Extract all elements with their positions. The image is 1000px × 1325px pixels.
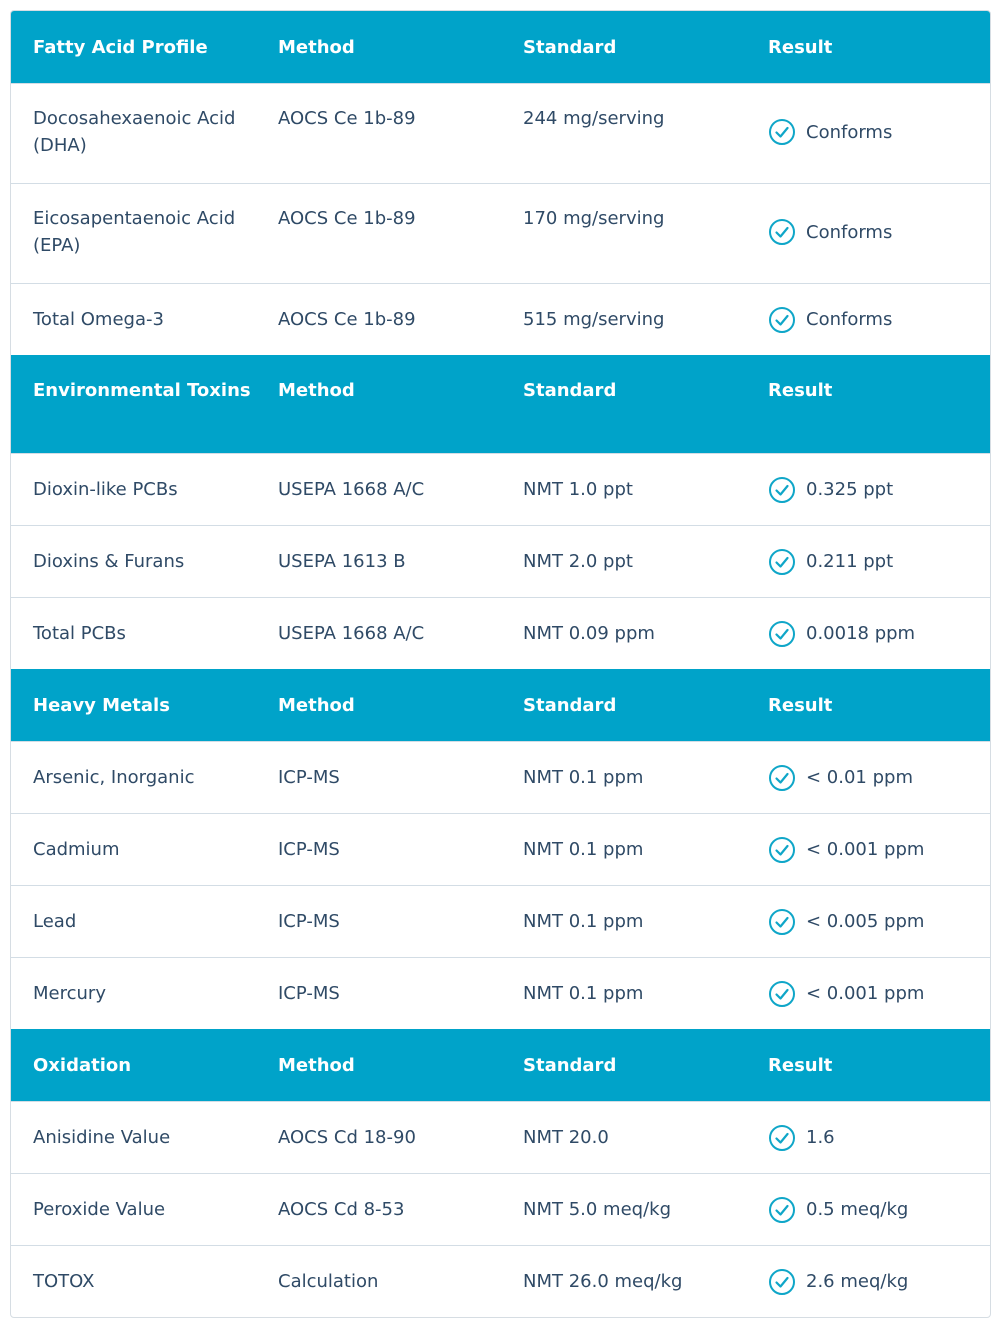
result-value: < 0.01 ppm <box>806 767 913 788</box>
result-cell <box>746 1196 970 1224</box>
check-circle-icon <box>768 908 796 936</box>
standard-column-header: Standard <box>523 1054 617 1076</box>
analyte-name: Mercury <box>33 983 106 1004</box>
result-cell <box>746 1268 970 1296</box>
table-row <box>11 597 990 669</box>
analyte-name: Lead <box>33 911 77 932</box>
table-row <box>11 957 990 1029</box>
standard-value: NMT 20.0 <box>523 1127 609 1148</box>
analyte-name: Total Omega-3 <box>33 309 164 330</box>
method-value: USEPA 1668 A/C <box>278 623 425 644</box>
standard-value: NMT 0.09 ppm <box>523 623 655 644</box>
result-column-header: Result <box>768 380 833 401</box>
result-value: < 0.001 ppm <box>806 983 925 1004</box>
result-value: Conforms <box>806 121 893 143</box>
analyte-name: Total PCBs <box>33 623 126 644</box>
check-circle-icon <box>768 764 796 792</box>
result-column-header: Result <box>768 1054 833 1076</box>
result-cell <box>746 764 970 792</box>
result-cell <box>746 476 970 504</box>
table-row <box>11 813 990 885</box>
result-value: < 0.005 ppm <box>806 911 925 932</box>
method-column-header: Method <box>278 694 355 716</box>
table-row <box>11 741 990 813</box>
result-value: < 0.001 ppm <box>806 839 925 860</box>
section-header-heavy-metals <box>11 669 990 741</box>
method-value: AOCS Cd 8-53 <box>278 1199 405 1220</box>
table-row <box>11 885 990 957</box>
method-value: AOCS Ce 1b-89 <box>278 108 416 129</box>
method-column-header: Method <box>278 1054 355 1076</box>
check-circle-icon <box>768 620 796 648</box>
result-cell <box>746 306 970 334</box>
result-column-header: Result <box>768 694 833 716</box>
result-value: 0.0018 ppm <box>806 623 916 644</box>
method-value: ICP-MS <box>278 911 340 932</box>
section-header-oxidation <box>11 1029 990 1101</box>
result-cell <box>746 184 970 246</box>
standard-value: NMT 26.0 meq/kg <box>523 1271 683 1292</box>
result-cell <box>746 548 970 576</box>
result-value: 1.6 <box>806 1127 835 1148</box>
method-value: AOCS Ce 1b-89 <box>278 208 416 229</box>
check-circle-icon <box>768 306 796 334</box>
section-title: Environmental Toxins <box>33 380 251 401</box>
standard-column-header: Standard <box>523 36 617 58</box>
method-value: ICP-MS <box>278 983 340 1004</box>
result-cell <box>746 908 970 936</box>
result-cell <box>746 84 970 146</box>
method-value: USEPA 1613 B <box>278 551 406 572</box>
analyte-name: Dioxin-like PCBs <box>33 479 178 500</box>
table-row <box>11 183 990 283</box>
table-row <box>11 1245 990 1317</box>
test-results-table <box>10 10 991 1318</box>
section-title: Heavy Metals <box>33 694 170 716</box>
method-value: AOCS Ce 1b-89 <box>278 309 416 330</box>
table-row <box>11 283 990 355</box>
check-circle-icon <box>768 118 796 146</box>
check-circle-icon <box>768 1268 796 1296</box>
analyte-name: Arsenic, Inorganic <box>33 767 195 788</box>
standard-value: NMT 2.0 ppt <box>523 551 633 572</box>
result-cell <box>746 980 970 1008</box>
section-title: Fatty Acid Profile <box>33 36 208 58</box>
result-value: Conforms <box>806 309 893 330</box>
method-value: ICP-MS <box>278 767 340 788</box>
table-row <box>11 83 990 183</box>
result-cell <box>746 1124 970 1152</box>
check-circle-icon <box>768 980 796 1008</box>
result-value: Conforms <box>806 221 893 243</box>
method-column-header: Method <box>278 380 355 401</box>
analyte-name: Peroxide Value <box>33 1199 166 1220</box>
standard-value: 244 mg/serving <box>523 108 665 129</box>
standard-value: NMT 0.1 ppm <box>523 983 644 1004</box>
analyte-name: Cadmium <box>33 839 120 860</box>
table-row <box>11 1101 990 1173</box>
analyte-name: Eicosapentaenoic Acid (EPA) <box>33 208 236 256</box>
standard-value: 515 mg/serving <box>523 309 665 330</box>
check-circle-icon <box>768 548 796 576</box>
standard-column-header: Standard <box>523 380 617 401</box>
result-value: 0.5 meq/kg <box>806 1199 909 1220</box>
check-circle-icon <box>768 218 796 246</box>
standard-value: NMT 0.1 ppm <box>523 767 644 788</box>
method-value: USEPA 1668 A/C <box>278 479 425 500</box>
standard-value: NMT 1.0 ppt <box>523 479 633 500</box>
method-column-header: Method <box>278 36 355 58</box>
analyte-name: Docosahexaenoic Acid (DHA) <box>33 108 236 156</box>
check-circle-icon <box>768 836 796 864</box>
result-cell <box>746 620 970 648</box>
standard-value: 170 mg/serving <box>523 208 665 229</box>
standard-value: NMT 0.1 ppm <box>523 911 644 932</box>
check-circle-icon <box>768 1124 796 1152</box>
check-circle-icon <box>768 476 796 504</box>
result-column-header: Result <box>768 36 833 58</box>
table-row <box>11 1173 990 1245</box>
analyte-name: Anisidine Value <box>33 1127 171 1148</box>
analyte-name: TOTOX <box>33 1271 95 1292</box>
section-header-environmental-toxins <box>11 355 990 453</box>
analyte-name: Dioxins & Furans <box>33 551 185 572</box>
result-value: 0.211 ppt <box>806 551 894 572</box>
result-value: 0.325 ppt <box>806 479 894 500</box>
method-value: ICP-MS <box>278 839 340 860</box>
table-row <box>11 525 990 597</box>
result-value: 2.6 meq/kg <box>806 1271 909 1292</box>
method-value: AOCS Cd 18-90 <box>278 1127 416 1148</box>
standard-value: NMT 5.0 meq/kg <box>523 1199 672 1220</box>
table-row <box>11 453 990 525</box>
standard-value: NMT 0.1 ppm <box>523 839 644 860</box>
section-title: Oxidation <box>33 1054 132 1076</box>
check-circle-icon <box>768 1196 796 1224</box>
method-value: Calculation <box>278 1271 379 1292</box>
standard-column-header: Standard <box>523 694 617 716</box>
result-cell <box>746 836 970 864</box>
section-header-fatty-acid-profile <box>11 11 990 83</box>
